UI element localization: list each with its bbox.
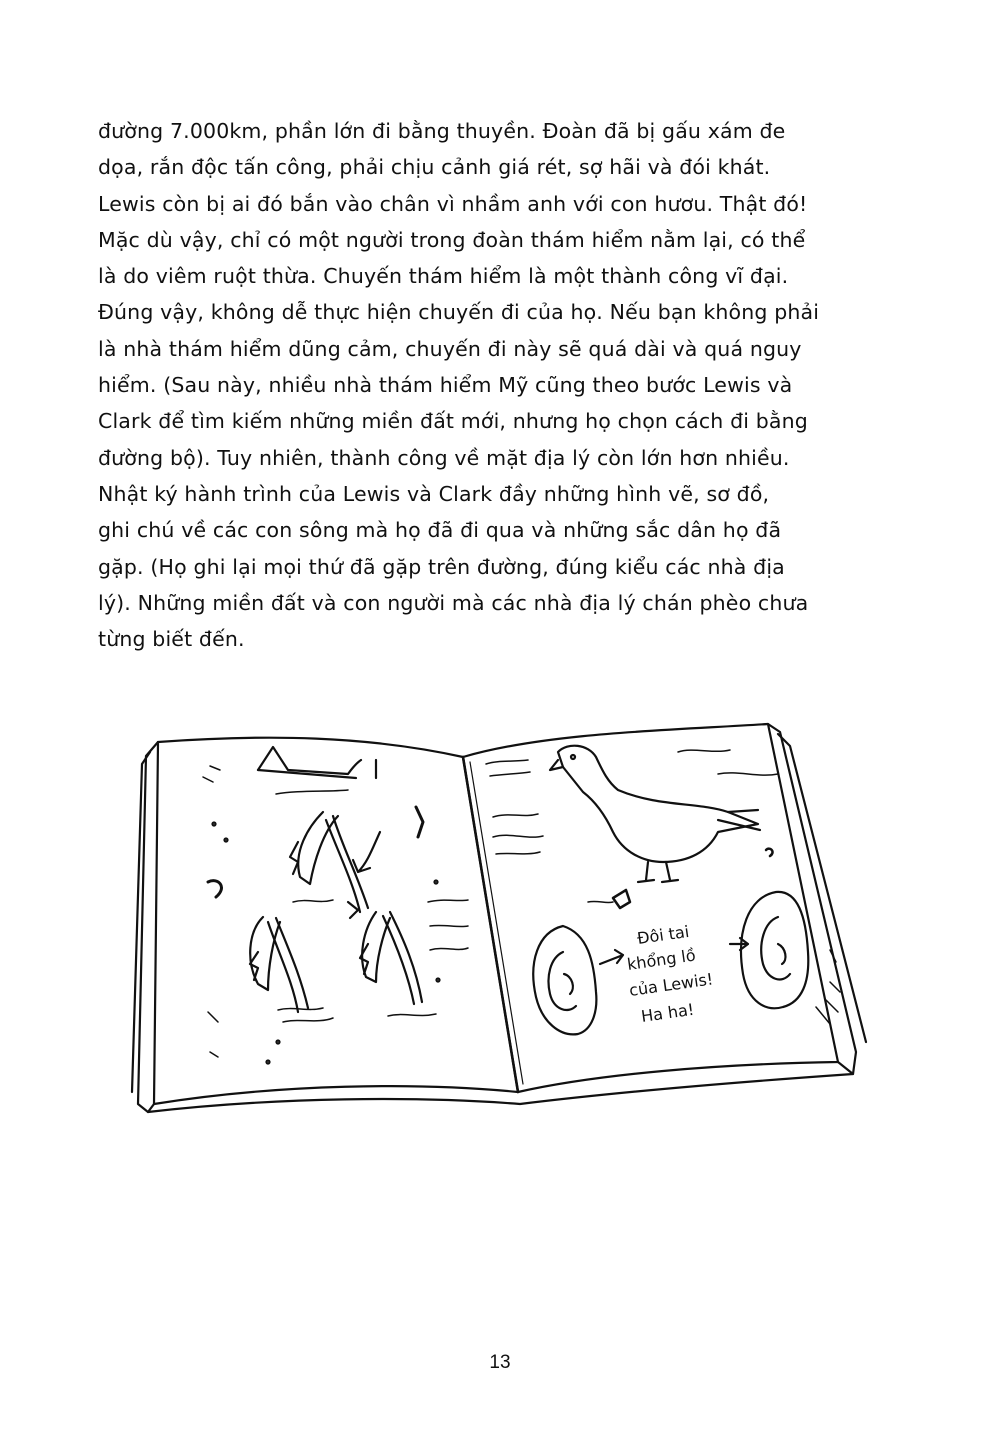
caption-line: Ha ha! [639,999,696,1026]
text-line: ghi chú về các con sông mà họ đã đi qua và những sắc dân họ đã [98,518,782,543]
text-line: Nhật ký hành trình của Lewis và Clark đầy những hình vẽ, sơ đồ, [98,481,770,506]
text-line: Đúng vậy, không dễ thực hiện chuyến đi của họ. Nếu bạn không phải [98,300,820,325]
text-line: dọa, rắn độc tấn công, phải chịu cảnh giá rét, sợ hãi và đói khát. [98,155,771,180]
text-line: là nhà thám hiểm dũng cảm, chuyến đi này sẽ quá dài và quá nguy [98,336,802,361]
text-line: đường 7.000km, phần lớn đi bằng thuyền. Đoàn đã bị gấu xám đe [98,119,786,143]
text-line: Clark để tìm kiếm những miền đất mới, nhưng họ chọn cách đi bằng [98,409,808,434]
text-line: Lewis còn bị ai đó bắn vào chân vì nhầm anh với con hươu. Thật đó! [98,191,808,216]
left-page-sketches [203,747,468,1064]
page-number: 13 [489,1352,511,1373]
text-line: hiểm. (Sau này, nhiều nhà thám hiểm Mỹ cũng theo bước Lewis và [98,373,793,398]
caption-line: Đôi tai [635,921,691,948]
text-line: là do viêm ruột thừa. Chuyến thám hiểm là một thành công vĩ đại. [98,264,789,289]
text-line: từng biết đến. [98,627,245,652]
open-journal-illustration [118,712,888,1122]
text-line: Mặc dù vậy, chỉ có một người trong đoàn thám hiểm nằm lại, có thể [98,227,806,252]
text-line: đường bộ). Tuy nhiên, thành công về mặt địa lý còn lớn hơn nhiều. [98,445,790,470]
caption-line: khổng lồ [625,945,697,974]
caption-line: của Lewis! [627,969,715,1000]
ear-caption [626,922,714,1026]
text-line: gặp. (Họ ghi lại mọi thứ đã gặp trên đường, đúng kiểu các nhà địa [98,554,785,579]
body-paragraph [98,113,898,657]
journal-drawing [118,712,888,1122]
text-line: lý). Những miền đất và con người mà các nhà địa lý chán phèo chưa [98,590,809,615]
book-pages [132,724,866,1112]
